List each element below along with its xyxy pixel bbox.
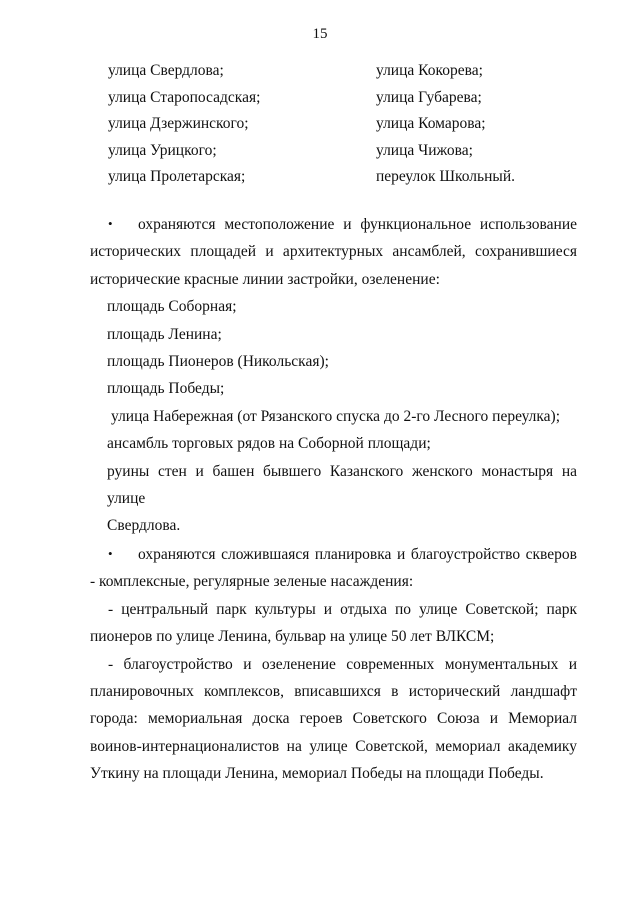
document-body xyxy=(90,210,577,788)
street-row xyxy=(108,111,588,138)
street-item: улица Губарева; xyxy=(376,88,482,106)
body-paragraph: - благоустройство и озеленение современных монументальных и планировочных комплексов, вписавшихся в исторический ландшафт города: мемориальная доска героев Советского Союза и Мемориал воинов-интернационалистов на улице Советской, мемориал академику Уткину на площади Ленина, мемориал Победы на площади Победы. xyxy=(90,655,577,783)
street-item: улица Урицкого; xyxy=(108,141,217,159)
street-item: улица Чижова; xyxy=(376,141,473,159)
list-item: площадь Ленина; xyxy=(107,325,222,343)
bullet-icon: • xyxy=(108,216,113,231)
street-row xyxy=(108,85,588,112)
list-item: ансамбль торговых рядов на Соборной площади; xyxy=(107,435,431,453)
body-paragraph: - центральный парк культуры и отдыха по улице Советской; парк пионеров по улице Ленина, бульвар на улице 50 лет ВЛКСМ; xyxy=(90,600,577,646)
street-item: улица Дзержинского; xyxy=(108,115,249,132)
street-item: улица Старопосадская; xyxy=(108,88,261,106)
street-item: улица Кокорева; xyxy=(376,62,483,79)
list-item: площадь Пионеров (Никольская); xyxy=(107,353,329,371)
bullet-icon: • xyxy=(108,545,113,561)
street-item: улица Свердлова; xyxy=(108,62,224,79)
street-row xyxy=(108,138,588,165)
list-item: улица Набережная (от Рязанского спуска до 2-го Лесного переулка); xyxy=(111,407,561,425)
list-item: площадь Соборная; xyxy=(107,298,237,316)
section-intro-paragraph xyxy=(90,540,577,596)
street-list xyxy=(108,58,588,191)
street-item: улица Комарова; xyxy=(376,115,486,132)
street-row xyxy=(108,164,588,191)
section-intro-paragraph xyxy=(90,210,577,293)
street-row xyxy=(108,58,588,85)
street-item: переулок Школьный. xyxy=(376,168,515,185)
street-item: улица Пролетарская; xyxy=(108,168,246,185)
list-item: руины стен и башен бывшего Казанского женского монастыря на улице xyxy=(107,462,577,508)
square-list xyxy=(90,293,577,540)
section-intro-text: охраняются местоположение и функциональное использование исторических площадей и архитектурных ансамблей, сохранившиеся исторические красные линии застройки, озеленение: xyxy=(90,216,577,288)
list-item: Свердлова. xyxy=(107,517,181,535)
page-number: 15 xyxy=(312,26,328,42)
list-item: площадь Победы; xyxy=(107,380,225,398)
section-intro-text: охраняются сложившаяся планировка и благоустройство скверов - комплексные, регулярные зеленые насаждения: xyxy=(90,545,577,591)
